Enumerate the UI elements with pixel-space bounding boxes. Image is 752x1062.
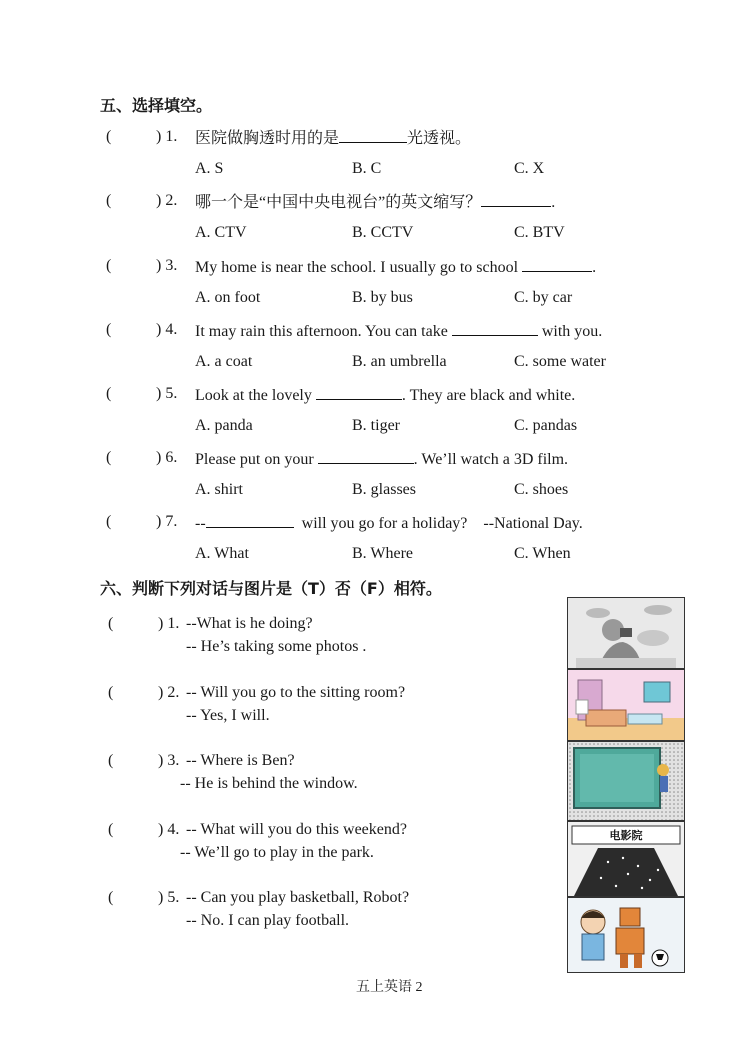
answer-paren-open: ( xyxy=(106,513,112,530)
dialogue-question: --What is he doing? xyxy=(186,615,313,632)
answer-paren-open: ( xyxy=(108,821,114,838)
sitting-room-picture xyxy=(567,669,685,741)
option-b: B. by bus xyxy=(352,289,413,306)
question-number: ) 2. xyxy=(158,684,180,701)
answer-blank[interactable] xyxy=(318,448,414,464)
option-a: A. a coat xyxy=(195,353,253,370)
dialogue-answer: -- We’ll go to play in the park. xyxy=(180,844,374,861)
page-footer: 五上英语 2 xyxy=(356,980,423,995)
answer-blank[interactable] xyxy=(206,512,294,528)
option-c: C. When xyxy=(514,545,571,562)
answer-paren-open: ( xyxy=(106,321,112,338)
question-number: ) 4. xyxy=(156,321,178,338)
dialogue-question: -- Will you go to the sitting room? xyxy=(186,684,406,701)
question-text: Please put on your . We’ll watch a 3D film. xyxy=(195,448,568,470)
question-number: ) 1. xyxy=(158,615,180,632)
question-text: 医院做胸透时用的是 光透视。 xyxy=(195,127,471,149)
option-c: C. X xyxy=(514,160,545,177)
question-text: Look at the lovely . They are black and white. xyxy=(195,384,575,406)
option-a: A. What xyxy=(195,545,249,562)
question-text: -- will you go for a holiday? --National Day. xyxy=(195,512,583,534)
dialogue-answer: -- He is behind the window. xyxy=(180,775,358,792)
cinema-picture xyxy=(567,821,685,897)
boy-photographer-picture xyxy=(567,597,685,669)
answer-paren-open: ( xyxy=(108,752,114,769)
question-number: ) 5. xyxy=(156,385,178,402)
question-text: My home is near the school. I usually go to school . xyxy=(195,256,596,278)
question-number: ) 2. xyxy=(156,192,178,209)
option-a: A. S xyxy=(195,160,224,177)
option-c: C. shoes xyxy=(514,481,569,498)
question-number: ) 4. xyxy=(158,821,180,838)
answer-paren-open: ( xyxy=(106,385,112,402)
answer-paren-open: ( xyxy=(108,889,114,906)
cinema-sign-text: 电影院 xyxy=(609,829,643,842)
answer-paren-open: ( xyxy=(106,128,112,145)
dialogue-answer: -- Yes, I will. xyxy=(186,707,270,724)
answer-paren-open: ( xyxy=(108,684,114,701)
answer-paren-open: ( xyxy=(106,449,112,466)
answer-blank[interactable] xyxy=(522,256,592,272)
option-c: C. some water xyxy=(514,353,606,370)
option-c: C. pandas xyxy=(514,417,578,434)
question-number: ) 3. xyxy=(156,257,178,274)
option-a: A. CTV xyxy=(195,224,247,241)
option-a: A. panda xyxy=(195,417,253,434)
answer-paren-open: ( xyxy=(108,615,114,632)
question-text: It may rain this afternoon. You can take with you. xyxy=(195,320,602,342)
answer-blank[interactable] xyxy=(316,384,402,400)
answer-blank[interactable] xyxy=(452,320,538,336)
dialogue-question: -- Can you play basketball, Robot? xyxy=(186,889,410,906)
question-number: ) 6. xyxy=(156,449,178,466)
option-c: C. BTV xyxy=(514,224,565,241)
option-b: B. CCTV xyxy=(352,224,414,241)
section-5-title: 五、选择填空。 xyxy=(100,96,213,115)
option-b: B. an umbrella xyxy=(352,353,447,370)
answer-paren-open: ( xyxy=(106,192,112,209)
option-b: B. C xyxy=(352,160,382,177)
dialogue-answer: -- No. I can play football. xyxy=(186,912,350,929)
dialogue-question: -- What will you do this weekend? xyxy=(186,821,407,838)
dialogue-question: -- Where is Ben? xyxy=(186,752,295,769)
option-c: C. by car xyxy=(514,289,573,306)
answer-blank[interactable] xyxy=(339,127,407,143)
boy-and-robot-football-picture xyxy=(567,897,685,973)
question-number: ) 7. xyxy=(156,513,178,530)
answer-paren-open: ( xyxy=(106,257,112,274)
answer-blank[interactable] xyxy=(481,191,551,207)
window-picture xyxy=(567,741,685,821)
question-number: ) 3. xyxy=(158,752,180,769)
option-b: B. glasses xyxy=(352,481,416,498)
question-number: ) 5. xyxy=(158,889,180,906)
section-6-title: 六、判断下列对话与图片是（T）否（F）相符。 xyxy=(100,579,442,598)
option-a: A. shirt xyxy=(195,481,243,498)
option-b: B. Where xyxy=(352,545,414,562)
dialogue-answer: -- He’s taking some photos . xyxy=(186,638,367,655)
question-text: 哪一个是“中国中央电视台”的英文缩写？ . xyxy=(195,191,555,213)
option-a: A. on foot xyxy=(195,289,261,306)
option-b: B. tiger xyxy=(352,417,400,434)
question-number: ) 1. xyxy=(156,128,178,145)
